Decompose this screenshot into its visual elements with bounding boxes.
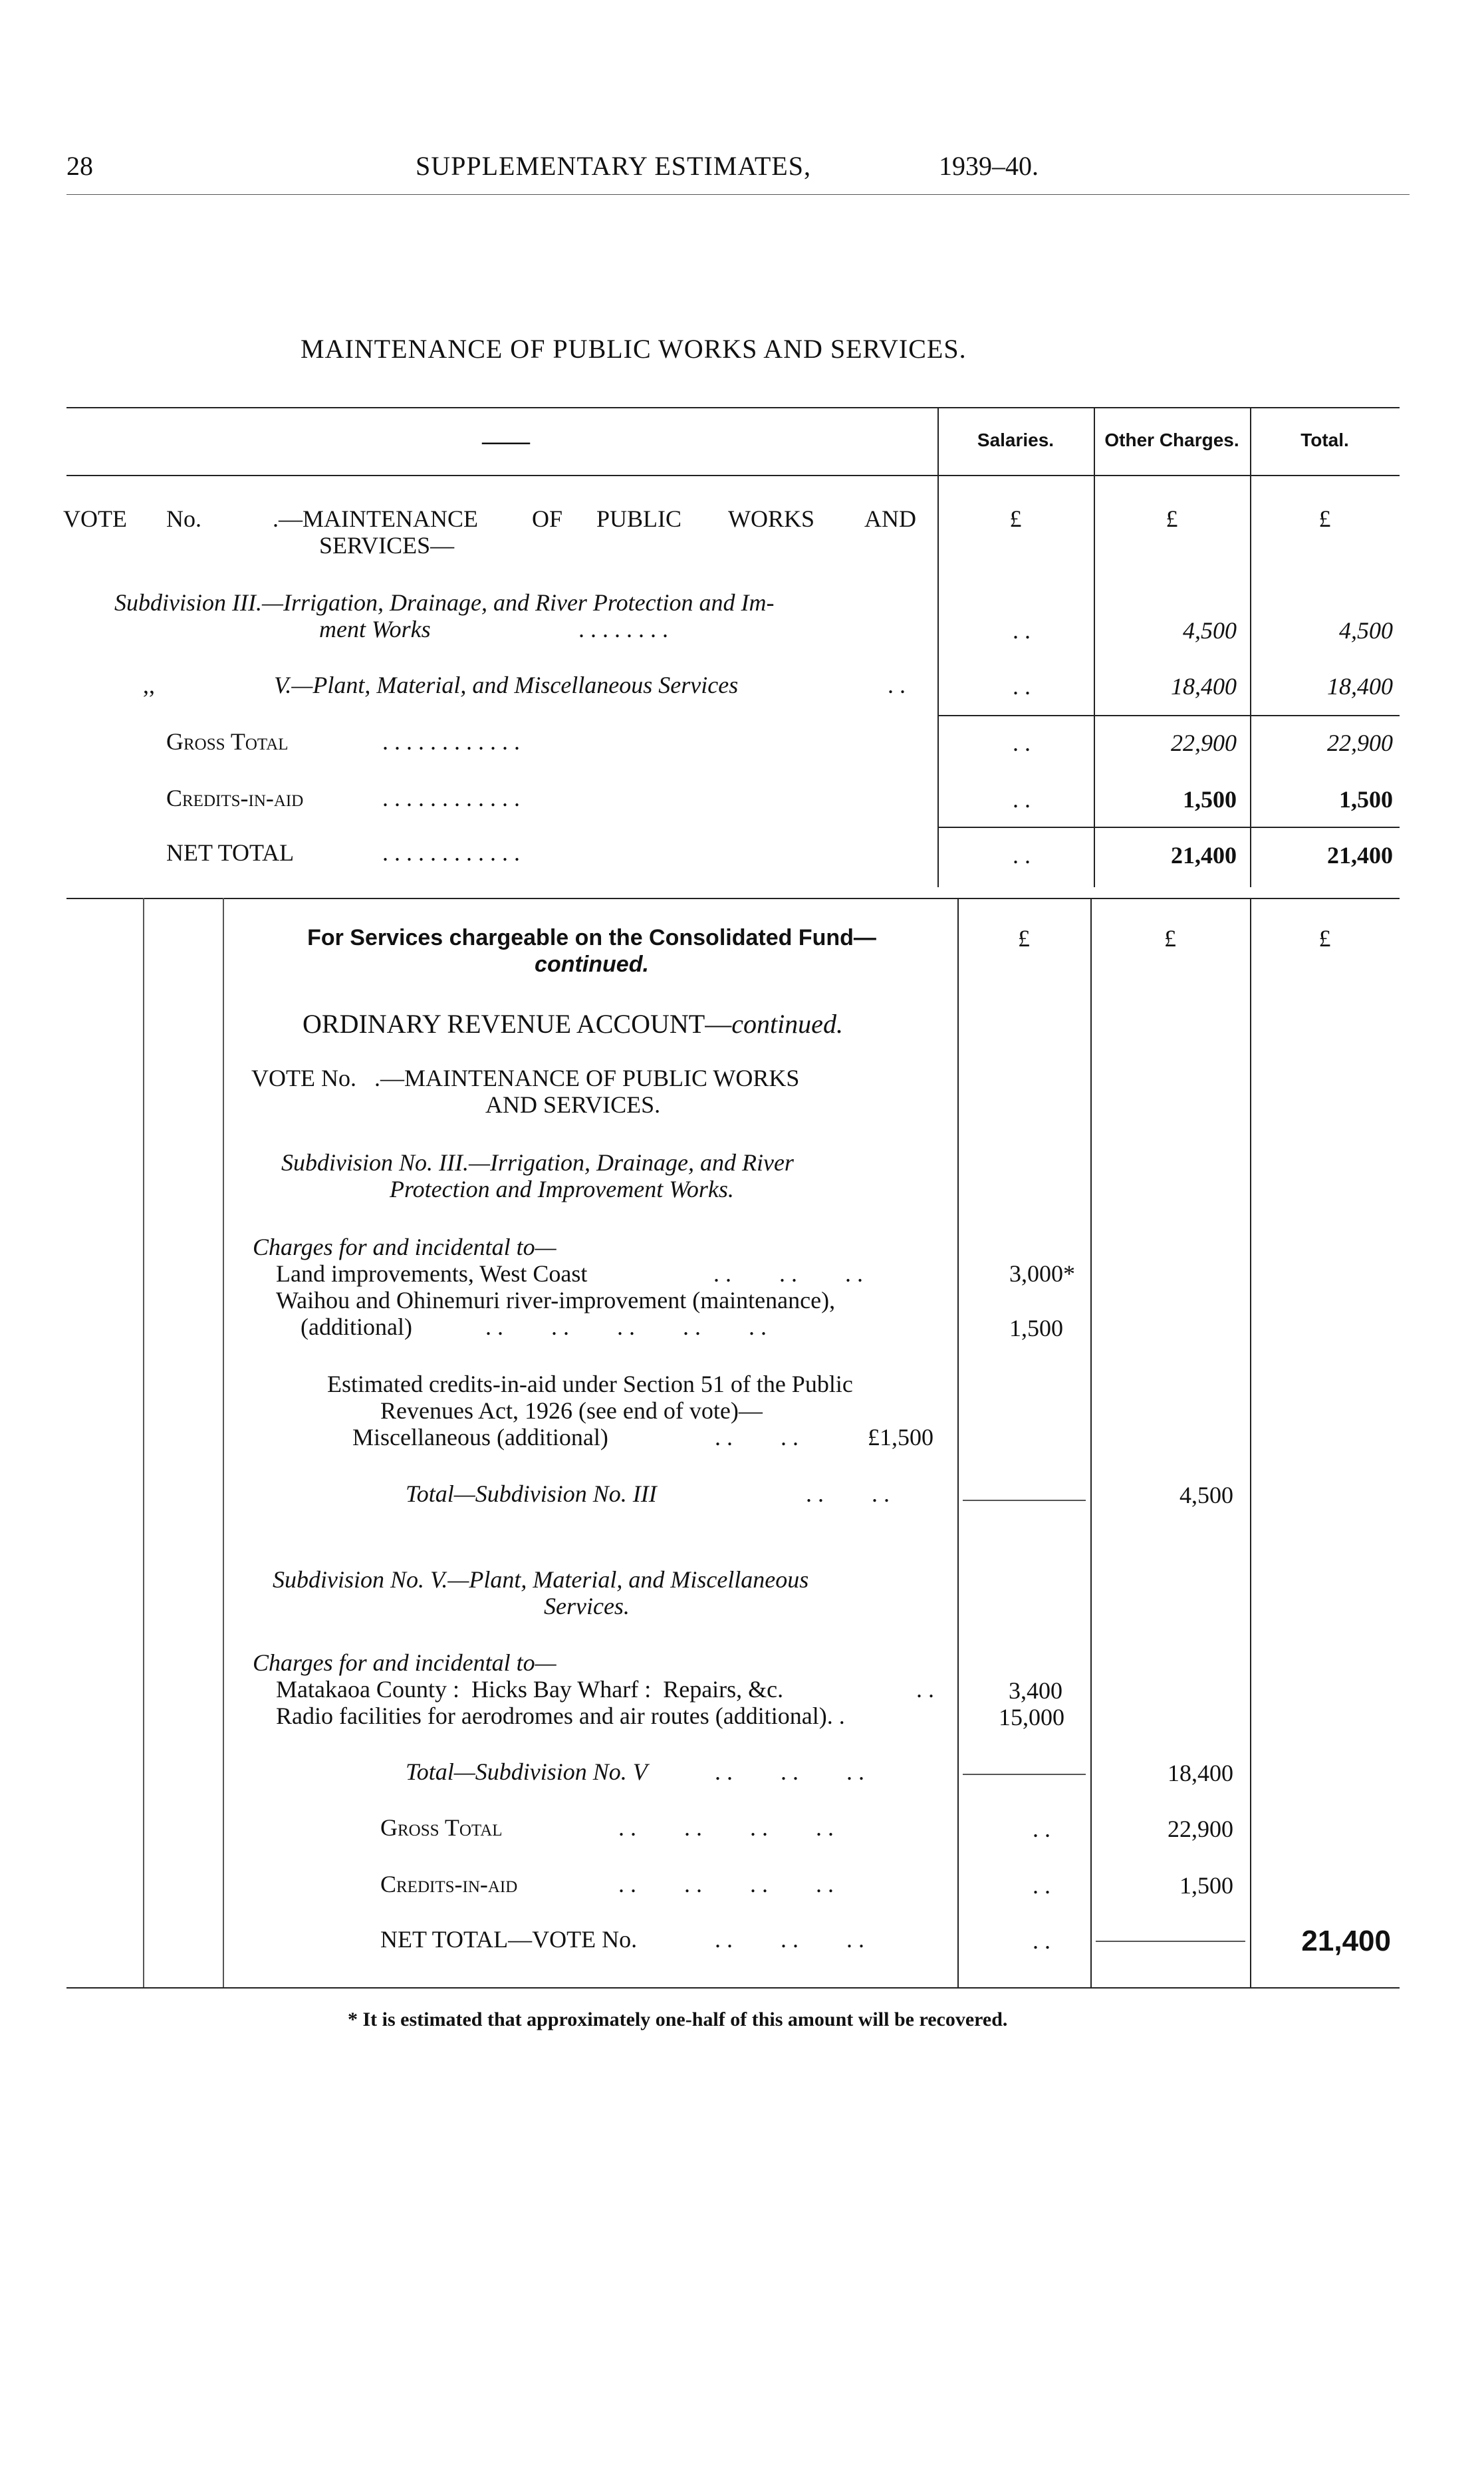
pound-sign: £	[1164, 925, 1176, 952]
footnote: * It is estimated that approximately one-half of this amount will be recovered.	[348, 2008, 1008, 2030]
leader-dots: . . . . . .	[713, 1260, 863, 1287]
summary-row-label: V.—Plant, Material, and Miscellaneous Services	[274, 672, 739, 698]
subdivision-5-total-label: Total—Subdivision No. V	[406, 1758, 648, 1785]
credits-in-aid-label: Credits-in-aid	[380, 1871, 518, 1897]
leader-dots: . . . . . . . . . . . .	[382, 728, 520, 755]
summary-col-rule-1	[937, 407, 939, 887]
summary-row-other: 18,400	[1171, 673, 1237, 700]
summary-ditto-mark: ,,	[143, 672, 155, 698]
summary-gross-salaries: . .	[1013, 730, 1031, 756]
summary-credits-label: Credits-in-aid	[166, 785, 304, 811]
gross-total-label: Gross Total	[380, 1814, 503, 1841]
summary-net-other: 21,400	[1171, 842, 1237, 869]
credits-note-amount: £1,500	[868, 1424, 933, 1450]
summary-credits-other: 1,500	[1183, 786, 1237, 813]
col-salaries: Salaries.	[977, 430, 1054, 450]
credits-in-aid-amount: 1,500	[1179, 1872, 1233, 1899]
summary-gross-other: 22,900	[1171, 730, 1237, 756]
credits-note-item: Miscellaneous (additional)	[352, 1424, 608, 1450]
detail-col-rule-2	[223, 898, 224, 1987]
summary-col-rule-3	[1250, 407, 1251, 887]
pound-sign: £	[1318, 505, 1331, 532]
detail-vote-heading-cont: AND SERVICES.	[485, 1091, 661, 1118]
summary-row-total: 18,400	[1327, 673, 1393, 700]
line-item-label: Waihou and Ohinemuri river-improvement (maintenance),	[276, 1287, 836, 1313]
subdivision-3-total-label: Total—Subdivision No. III	[406, 1480, 657, 1507]
summary-credits-salaries: . .	[1013, 786, 1031, 813]
summary-row-label-cont: ment Works	[319, 616, 431, 642]
summary-row-other: 4,500	[1183, 617, 1237, 644]
summary-net-total: 21,400	[1327, 842, 1393, 869]
leader-dots: . . . . . . . . . . . .	[382, 839, 520, 866]
summary-sub-rule-1	[937, 715, 1400, 716]
pound-sign: £	[1018, 925, 1030, 952]
summary-header-rule	[66, 475, 1400, 476]
summary-gross-total-label: Gross Total	[166, 728, 289, 755]
running-year: 1939–40.	[939, 151, 1039, 181]
detail-col-rule-1	[143, 898, 144, 1987]
leader-dots: . . . .	[715, 1424, 799, 1450]
line-item-label-cont: (additional)	[301, 1313, 412, 1340]
fund-heading: For Services chargeable on the Consolidated Fund—	[307, 925, 876, 950]
summary-vote-public: PUBLIC	[596, 505, 682, 532]
pound-sign: £	[1009, 505, 1022, 532]
summary-net-total-label: NET TOTAL	[166, 839, 295, 866]
summary-vote-of: OF	[532, 505, 563, 532]
summary-row-salaries: . .	[1013, 673, 1031, 700]
summary-vote-works: WORKS	[728, 505, 815, 532]
line-item-amount: 1,500	[1009, 1315, 1063, 1341]
credits-in-aid-salaries: . .	[1033, 1872, 1051, 1899]
line-item-label: Radio facilities for aerodromes and air routes (additional). .	[276, 1703, 845, 1729]
summary-vote-and: AND	[864, 505, 916, 532]
line-item-label: Land improvements, West Coast	[276, 1260, 588, 1287]
summary-gross-total: 22,900	[1327, 730, 1393, 756]
subdivision-5-heading: Subdivision No. V.—Plant, Material, and Miscellaneous	[273, 1566, 809, 1593]
detail-bottom-rule	[66, 1987, 1400, 1989]
summary-row-salaries: . .	[1013, 617, 1031, 644]
gross-total-amount: 22,900	[1168, 1816, 1233, 1842]
leader-dots: . . . . . . . . . .	[485, 1313, 767, 1340]
leader-dots: . . . . . . . .	[618, 1871, 834, 1897]
summary-dash: ——	[482, 428, 530, 454]
credits-note: Estimated credits-in-aid under Section 51 of the Public	[327, 1371, 853, 1397]
summary-vote-maintenance: .—MAINTENANCE	[273, 505, 478, 532]
summary-row-total: 4,500	[1339, 617, 1393, 644]
leader-dots: . . . . . .	[715, 1758, 864, 1785]
leader-dots: . . . . . . . . . . . .	[382, 785, 520, 811]
main-title: MAINTENANCE OF PUBLIC WORKS AND SERVICES.	[301, 334, 967, 364]
header-rule	[66, 194, 1410, 195]
line-item-amount: 3,000*	[1009, 1260, 1075, 1287]
subdivision-5-total-amount: 18,400	[1168, 1760, 1233, 1786]
subtotal-rule	[963, 1774, 1086, 1775]
subtotal-rule	[963, 1500, 1086, 1501]
pound-sign: £	[1318, 925, 1331, 952]
leader-dots: . .	[888, 672, 906, 698]
leader-dots: . . . . . . . .	[618, 1814, 834, 1841]
page-number: 28	[66, 151, 93, 181]
leader-dots: . . . .	[806, 1480, 890, 1507]
net-total-vote-amount: 21,400	[1301, 1925, 1391, 1957]
running-title: SUPPLEMENTARY ESTIMATES,	[416, 151, 811, 181]
subdivision-5-heading-cont: Services.	[544, 1593, 630, 1619]
charges-label: Charges for and incidental to—	[253, 1234, 556, 1260]
col-other-charges: Other Charges.	[1104, 430, 1239, 450]
line-item-amount: 3,400	[1009, 1677, 1062, 1704]
summary-vote-word: VOTE	[63, 505, 127, 532]
leader-dots: . . . . . . . .	[578, 616, 668, 642]
gross-total-salaries: . .	[1033, 1816, 1051, 1842]
ordinary-revenue-heading: ORDINARY REVENUE ACCOUNT—continued.	[303, 1009, 843, 1039]
leader-dots: . .	[916, 1676, 934, 1703]
fund-heading-continued: continued.	[535, 952, 649, 977]
line-item-amount: 15,000	[999, 1704, 1064, 1730]
pound-sign: £	[1166, 505, 1178, 532]
detail-top-rule	[66, 898, 1400, 899]
subdivision-3-total-amount: 4,500	[1179, 1482, 1233, 1508]
summary-col-rule-2	[1094, 407, 1095, 887]
summary-net-salaries: . .	[1013, 842, 1031, 869]
net-total-vote-label: NET TOTAL—VOTE No.	[380, 1926, 638, 1953]
subdivision-3-heading: Subdivision No. III.—Irrigation, Drainage, and River	[281, 1149, 794, 1176]
col-total: Total.	[1300, 430, 1349, 450]
net-total-rule	[1096, 1941, 1245, 1942]
line-item-label: Matakaoa County : Hicks Bay Wharf : Repairs, &c.	[276, 1676, 784, 1703]
summary-row-label: Subdivision III.—Irrigation, Drainage, and River Protection and Im-	[114, 589, 775, 616]
credits-note-cont: Revenues Act, 1926 (see end of vote)—	[380, 1397, 763, 1424]
net-total-salaries: . .	[1033, 1927, 1051, 1954]
summary-sub-rule-2	[937, 827, 1400, 828]
subdivision-3-heading-cont: Protection and Improvement Works.	[390, 1176, 734, 1202]
summary-top-rule	[66, 407, 1400, 408]
summary-credits-total: 1,500	[1339, 786, 1393, 813]
detail-vote-heading: VOTE No. .—MAINTENANCE OF PUBLIC WORKS	[251, 1065, 800, 1091]
leader-dots: . . . . . .	[715, 1926, 864, 1953]
summary-vote-services: SERVICES—	[319, 532, 455, 559]
charges-label: Charges for and incidental to—	[253, 1649, 556, 1676]
summary-vote-no: No.	[166, 505, 201, 532]
detail-col-rule-5	[1250, 898, 1251, 1987]
